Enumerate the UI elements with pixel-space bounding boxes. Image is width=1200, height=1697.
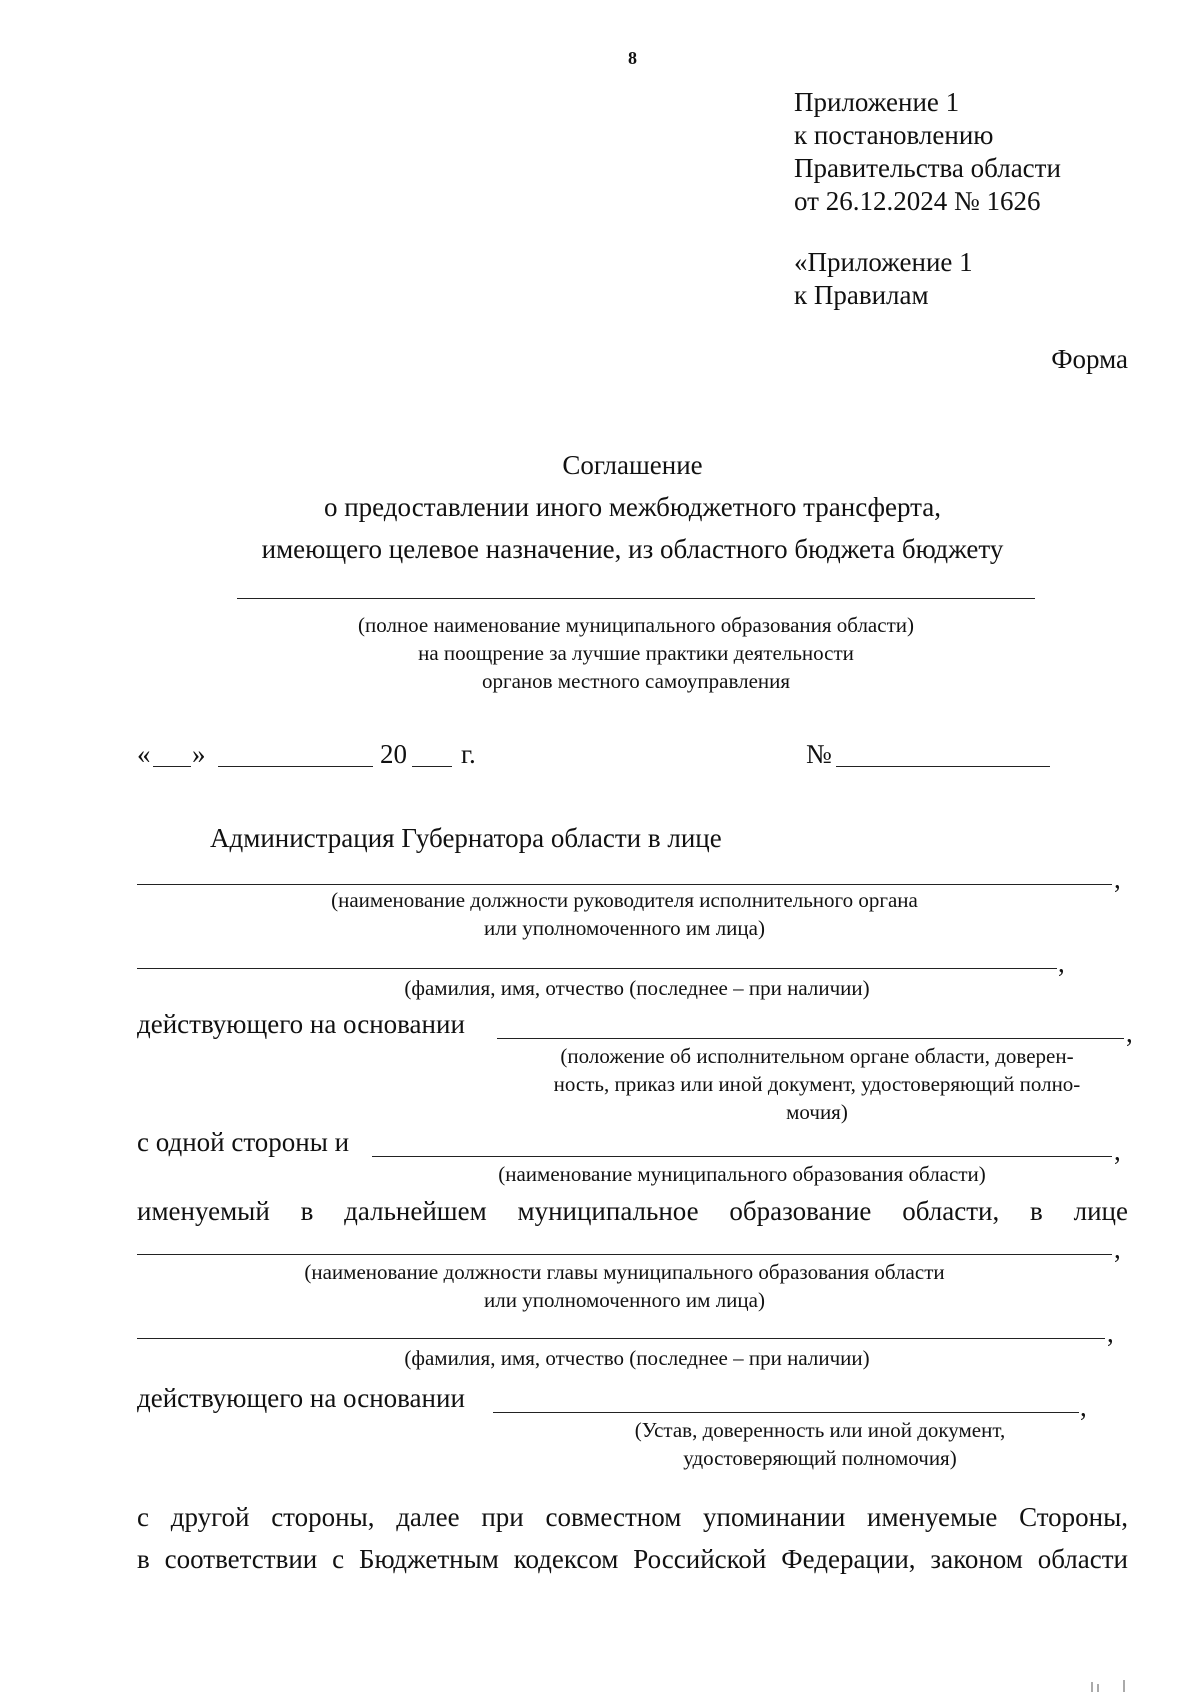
form-label: Форма [1051, 344, 1128, 374]
scan-mark-icon [1090, 1680, 1130, 1692]
approval-line-3: Правительства области [794, 153, 1061, 183]
recipient-note-line-3: органов местного самоуправления [481, 669, 791, 693]
comma: , [1058, 948, 1065, 978]
regulation-note-line-3: мочия) [786, 1100, 848, 1124]
position-blank[interactable] [137, 884, 1112, 885]
admin-intro: Администрация Губернатора области в лице [210, 823, 722, 853]
municipality-blank[interactable] [372, 1156, 1112, 1157]
recipient-blank-line[interactable] [237, 598, 1035, 599]
title-line-1: Соглашение [562, 450, 703, 480]
number-label: № [806, 739, 832, 769]
title-line-3: имеющего целевое назначение, из областного бюджета бюджету [261, 534, 1004, 564]
comma: , [1107, 1318, 1114, 1348]
closing-line-1: с другой стороны, далее при совместном упоминании именуемые Стороны, [137, 1502, 1128, 1532]
comma: , [1126, 1018, 1133, 1048]
acting-basis-label-2: действующего на основании [137, 1383, 465, 1413]
approval-line-2: к постановлению [794, 120, 994, 150]
recipient-note [237, 611, 1035, 695]
charter-note [560, 1416, 1080, 1472]
rules-ref-line-1: «Приложение 1 [794, 247, 973, 277]
head-position-blank[interactable] [137, 1254, 1112, 1255]
one-side-label: с одной стороны и [137, 1127, 350, 1157]
position-note-line-1: (наименование должности руководителя исполнительного органа [331, 888, 918, 912]
fio-note-2: (фамилия, имя, отчество (последнее – при наличии) [404, 1346, 870, 1370]
basis-blank-2[interactable] [493, 1412, 1079, 1413]
basis-blank[interactable] [497, 1038, 1124, 1039]
number-blank[interactable] [836, 766, 1050, 767]
comma: , [1114, 864, 1121, 894]
position-note [137, 886, 1112, 942]
date-open-quote: « [137, 739, 151, 769]
fio-blank-2[interactable] [137, 1338, 1105, 1339]
month-blank[interactable] [218, 766, 373, 767]
year-suffix: г. [461, 739, 476, 769]
document-title [0, 444, 1200, 570]
acting-basis-label: действующего на основании [137, 1009, 465, 1039]
scan-artifact [1090, 1680, 1130, 1690]
title-line-2: о предоставлении иного межбюджетного трансферта, [323, 492, 942, 522]
day-blank[interactable] [153, 766, 191, 767]
hereinafter-line: именуемый в дальнейшем муниципальное образование области, в лице [137, 1196, 1128, 1226]
fio-blank[interactable] [137, 968, 1057, 969]
approval-line-1: Приложение 1 [794, 87, 960, 117]
position-note-line-2: или уполномоченного им лица) [484, 916, 765, 940]
closing-line-2: в соответствии с Бюджетным кодексом Российской Федерации, законом области [137, 1544, 1128, 1574]
approval-block [794, 86, 1061, 218]
approval-line-4: от 26.12.2024 № 1626 [794, 186, 1041, 216]
head-position-note-line-1: (наименование должности главы муниципального образования области [304, 1260, 945, 1284]
charter-note-line-2: удостоверяющий полномочия) [683, 1446, 957, 1470]
year-blank[interactable] [412, 766, 452, 767]
rules-reference [794, 246, 973, 312]
year-prefix: 20 [380, 739, 407, 769]
regulation-note [497, 1042, 1137, 1126]
charter-note-line-1: (Устав, доверенность или иной документ, [634, 1418, 1006, 1442]
head-position-note [137, 1258, 1112, 1314]
regulation-note-line-1: (положение об исполнительном органе области, доверен- [560, 1044, 1074, 1068]
regulation-note-line-2: ность, приказ или иной документ, удостоверяющий полно- [553, 1072, 1081, 1096]
comma: , [1114, 1234, 1121, 1264]
fio-note: (фамилия, имя, отчество (последнее – при наличии) [404, 976, 870, 1000]
date-close-quote: » [192, 739, 206, 769]
comma: , [1080, 1392, 1087, 1422]
recipient-note-line-1: (полное наименование муниципального образования области) [358, 613, 914, 637]
comma: , [1114, 1136, 1121, 1166]
head-position-note-line-2: или уполномоченного им лица) [484, 1288, 765, 1312]
page-number: 8 [628, 48, 637, 68]
rules-ref-line-2: к Правилам [794, 280, 929, 310]
recipient-note-line-2: на поощрение за лучшие практики деятельности [418, 641, 854, 665]
municipality-note: (наименование муниципального образования области) [498, 1162, 986, 1186]
